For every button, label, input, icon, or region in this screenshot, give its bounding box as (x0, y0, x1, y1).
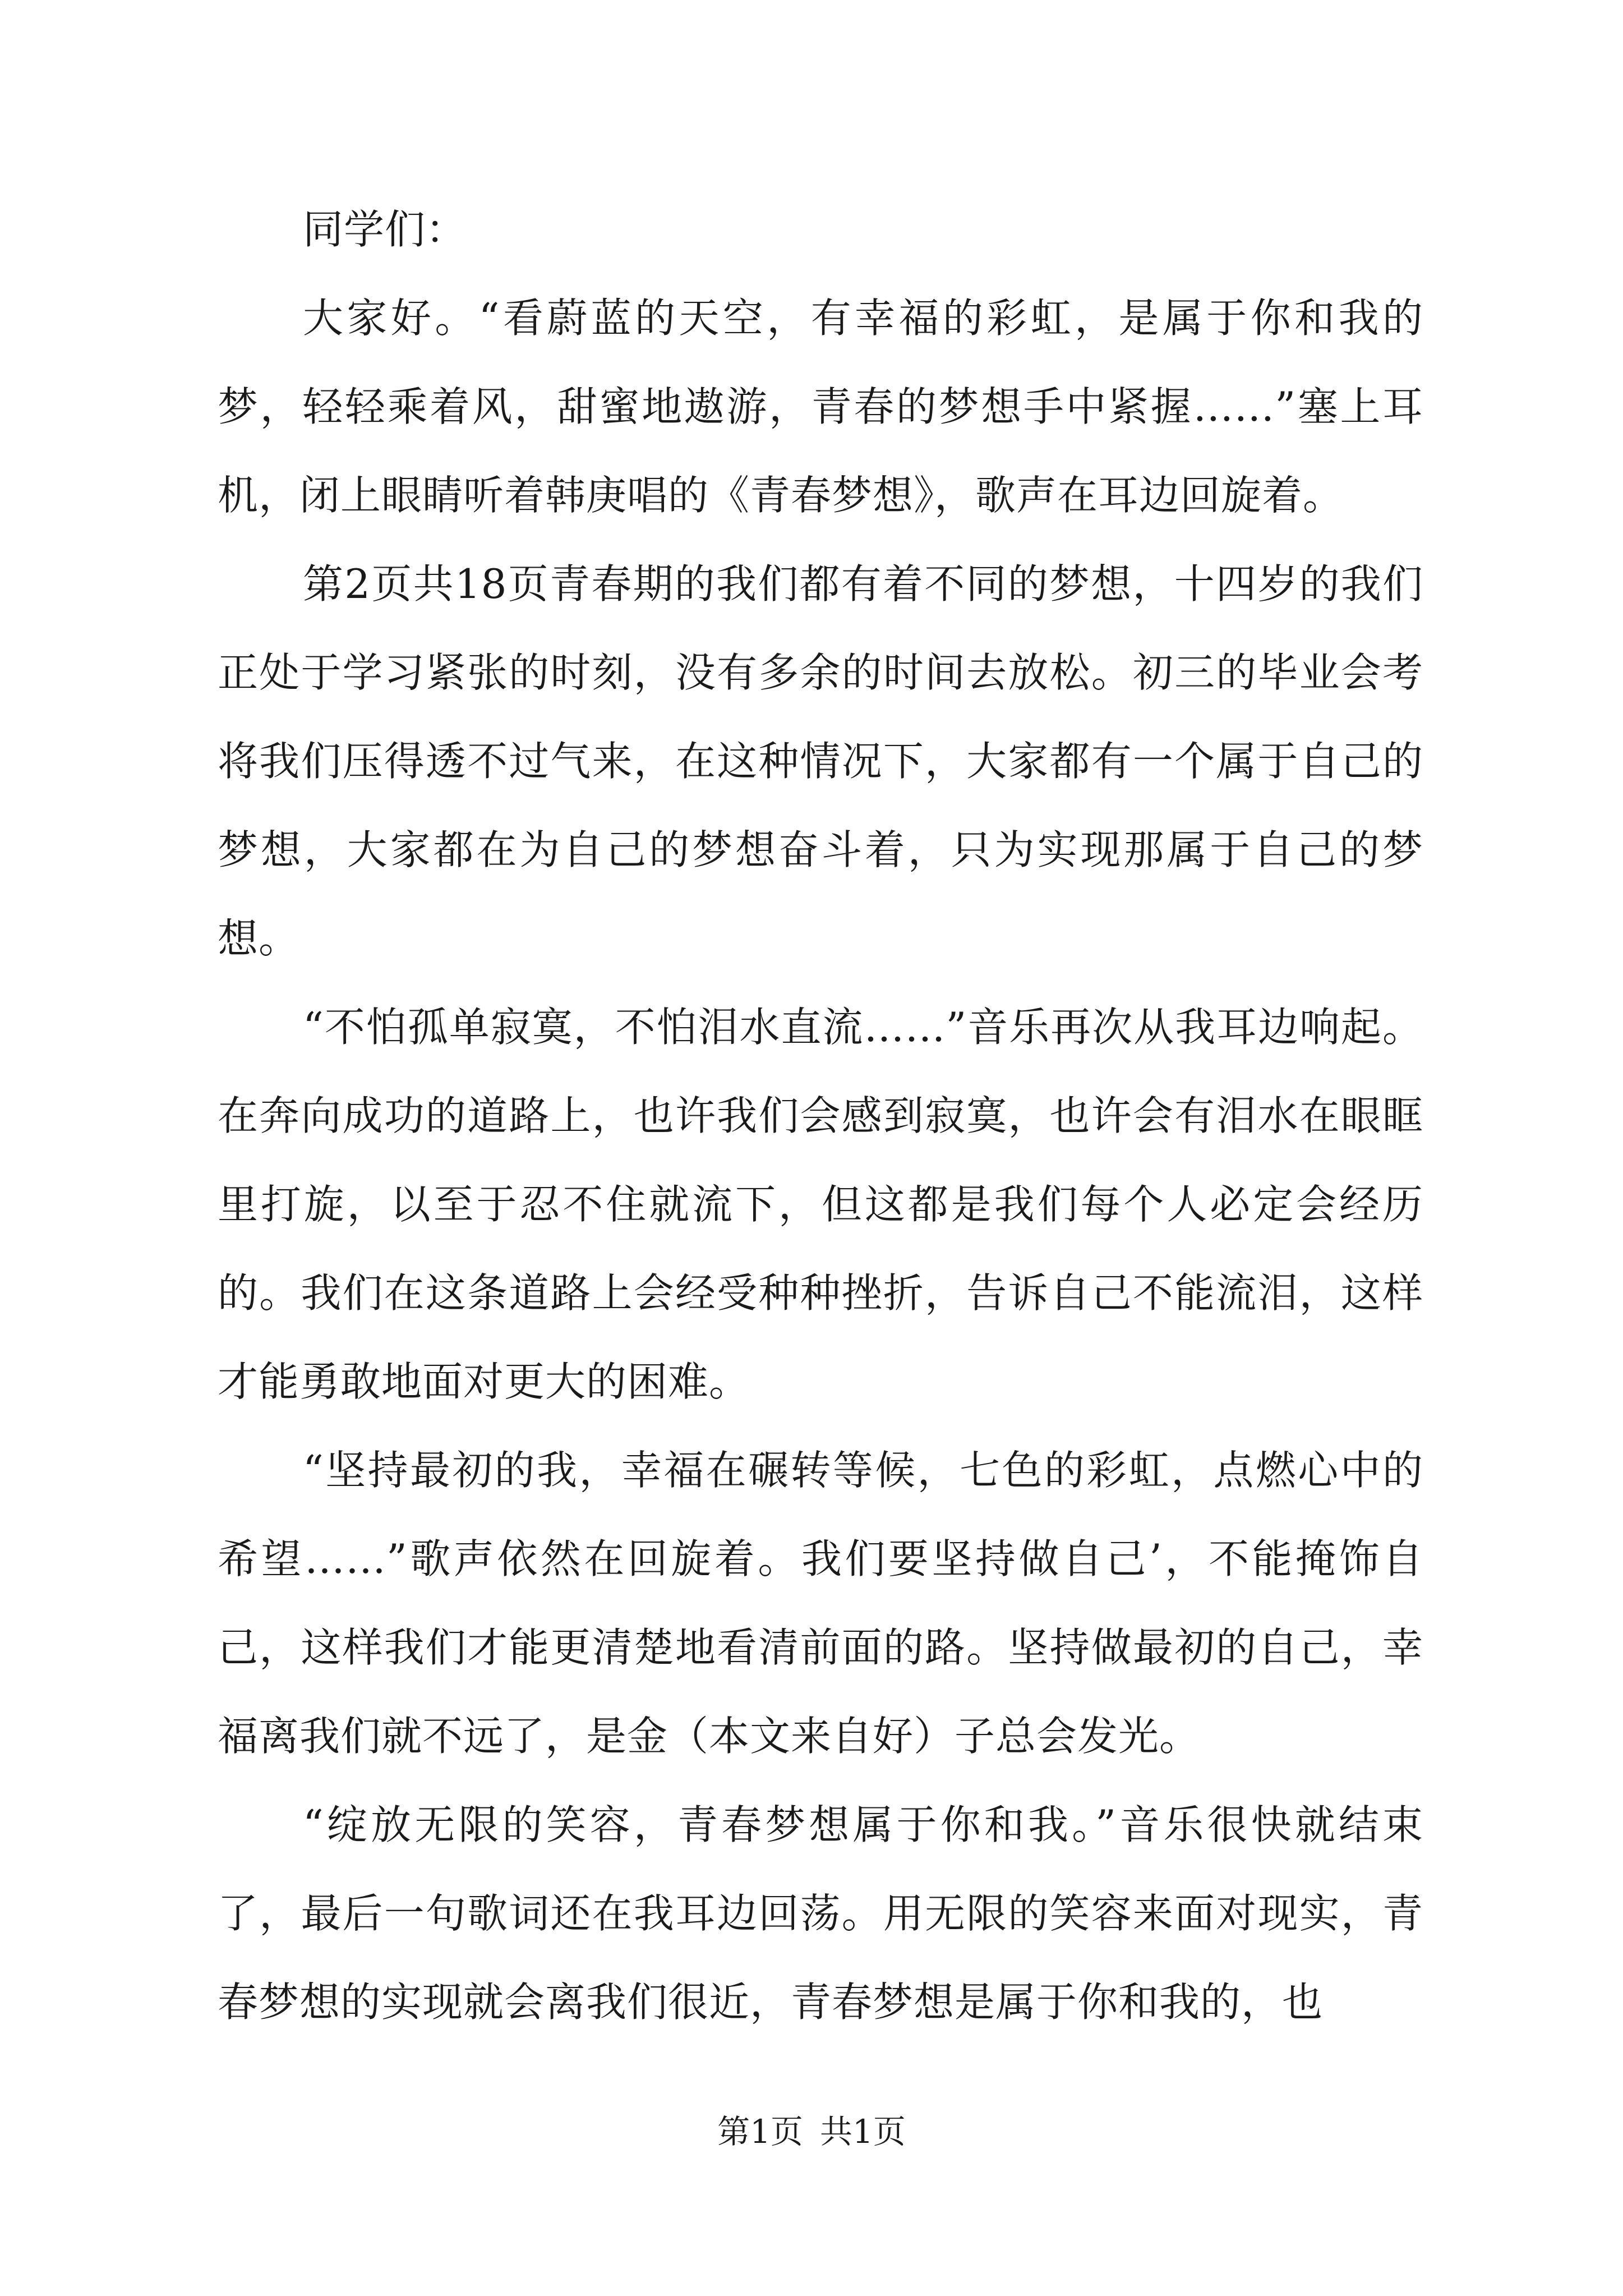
page-footer (0, 2109, 1623, 2154)
current-page-label: 第1页 (717, 2113, 803, 2151)
paragraph-2: 第2页共18页青春期的我们都有着不同的梦想，十四岁的我们正处于学习紧张的时刻，没有多余的时间去放松。初三的毕业会考将我们压得透不过气来，在这种情况下，大家都有一个属于自己的梦想，大家都在为自己的梦想奋斗着，只为实现那属于自己的梦想。 (218, 560, 1423, 962)
paragraph-3: “不怕孤单寂寞，不怕泪水直流……”音乐再次从我耳边响起。在奔向成功的道路上，也许我们会感到寂寞，也许会有泪水在眼眶里打旋，以至于忍不住就流下，但这都是我们每个人必定会经历的。我们在这条道路上会经受种种挫折，告诉自己不能流泪，这样才能勇敢地面对更大的困难。 (218, 1004, 1423, 1405)
document-body (218, 185, 1423, 2046)
paragraph-1: 大家好。“看蔚蓝的天空，有幸福的彩虹，是属于你和我的梦，轻轻乘着风，甜蜜地遨游，青春的梦想手中紧握……”塞上耳机，闭上眼睛听着韩庚唱的《青春梦想》，歌声在耳边回旋着。 (218, 295, 1423, 519)
total-pages-label: 共1页 (820, 2113, 906, 2151)
salutation: 同学们： (303, 206, 467, 253)
paragraph-5: “绽放无限的笑容，青春梦想属于你和我。”音乐很快就结束了，最后一句歌词还在我耳边回荡。用无限的笑容来面对现实，青春梦想的实现就会离我们很近，青春梦想是属于你和我的，也 (218, 1801, 1423, 2026)
paragraph-4: “坚持最初的我，幸福在碾转等候，七色的彩虹，点燃心中的希望……”歌声依然在回旋着。我们要坚持做自己’，不能掩饰自己，这样我们才能更清楚地看清前面的路。坚持做最初的自己，幸福离我们就不远了，是金（本文来自好）子总会发光。 (218, 1447, 1423, 1760)
